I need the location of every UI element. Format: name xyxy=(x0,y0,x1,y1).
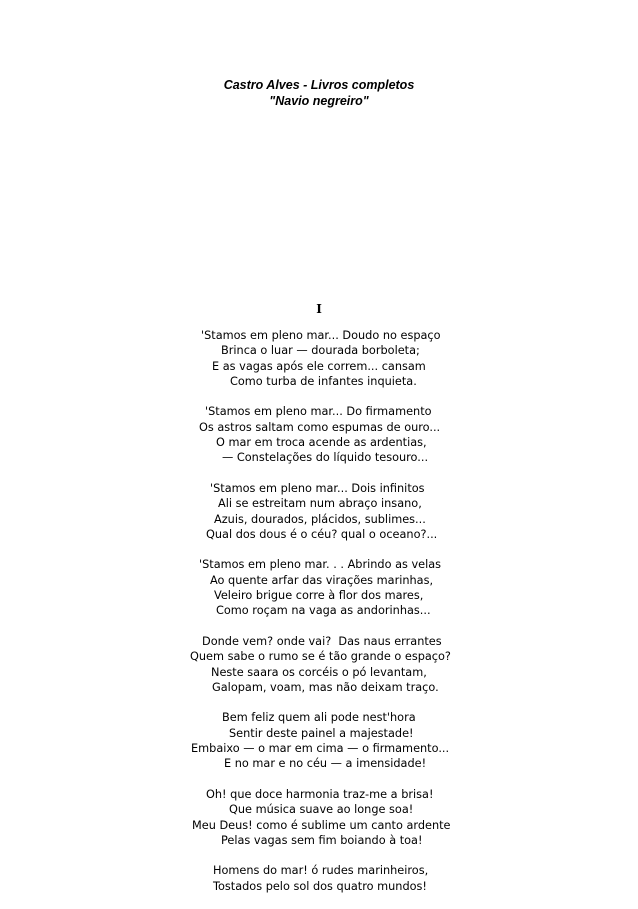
stanza xyxy=(0,787,638,848)
stanza xyxy=(0,863,638,894)
stanza xyxy=(0,481,638,542)
verse-line: 'Stamos em pleno mar... Dois infinitos xyxy=(210,481,425,495)
verse-line: Como turba de infantes inquieta. xyxy=(230,374,417,388)
verse-line: Qual dos dous é o céu? qual o oceano?... xyxy=(206,527,438,541)
stanza xyxy=(0,557,638,618)
verse-line: Brinca o luar — dourada borboleta; xyxy=(221,344,420,358)
verse-line: — Constelações do líquido tesouro... xyxy=(222,451,429,465)
verse-line: Tostados pelo sol dos quatro mundos! xyxy=(213,879,427,893)
stanza xyxy=(0,634,638,695)
verse-line: Que música suave ao longe soa! xyxy=(229,803,414,817)
verse-line: Azuis, dourados, plácidos, sublimes... xyxy=(214,512,426,526)
verse-line: Pelas vagas sem fim boiando à toa! xyxy=(221,833,423,847)
stanza xyxy=(0,404,638,465)
verse-line: Ali se estreitam num abraço insano, xyxy=(218,497,422,511)
verse-line: O mar em troca acende as ardentias, xyxy=(216,436,427,450)
verse-line: 'Stamos em pleno mar. . . Abrindo as velas xyxy=(199,558,442,572)
verse-line: Sentir deste painel a majestade! xyxy=(229,726,414,740)
verse-line: Quem sabe o rumo se é tão grande o espaço? xyxy=(190,650,451,664)
verse-line: Neste saara os corcéis o pó levantam, xyxy=(211,665,427,679)
header-author-title: Castro Alves - Livros completos xyxy=(223,78,415,92)
poem-body xyxy=(0,328,638,909)
verse-line: Embaixo — o mar em cima — o firmamento... xyxy=(191,742,450,756)
verse-line: Galopam, voam, mas não deixam traço. xyxy=(212,680,439,694)
verse-line: 'Stamos em pleno mar... Do firmamento xyxy=(205,405,432,419)
verse-line: Veleiro brigue corre à flor dos mares, xyxy=(214,589,424,603)
verse-line: Donde vem? onde vai? Das naus errantes xyxy=(202,634,442,648)
verse-line: Oh! que doce harmonia traz-me a brisa! xyxy=(206,787,434,801)
verse-line: Homens do mar! ó rudes marinheiros, xyxy=(213,864,429,878)
verse-line: E as vagas após ele correm... cansam xyxy=(212,359,426,373)
stanza xyxy=(0,710,638,771)
verse-line: E no mar e no céu — a imensidade! xyxy=(224,757,427,771)
verse-line: Como roçam na vaga as andorinhas... xyxy=(216,604,431,618)
verse-line: Bem feliz quem ali pode nest'hora xyxy=(222,711,416,725)
verse-line: 'Stamos em pleno mar... Doudo no espaço xyxy=(201,329,441,342)
section-numeral: I xyxy=(316,302,322,316)
verse-line: Meu Deus! como é sublime um canto ardente xyxy=(192,818,451,832)
document-header xyxy=(0,77,638,109)
stanza xyxy=(0,328,638,389)
header-poem-title: "Navio negreiro" xyxy=(269,94,369,108)
verse-line: Os astros saltam como espumas de ouro... xyxy=(199,420,441,434)
verse-line: Ao quente arfar das virações marinhas, xyxy=(210,573,434,587)
